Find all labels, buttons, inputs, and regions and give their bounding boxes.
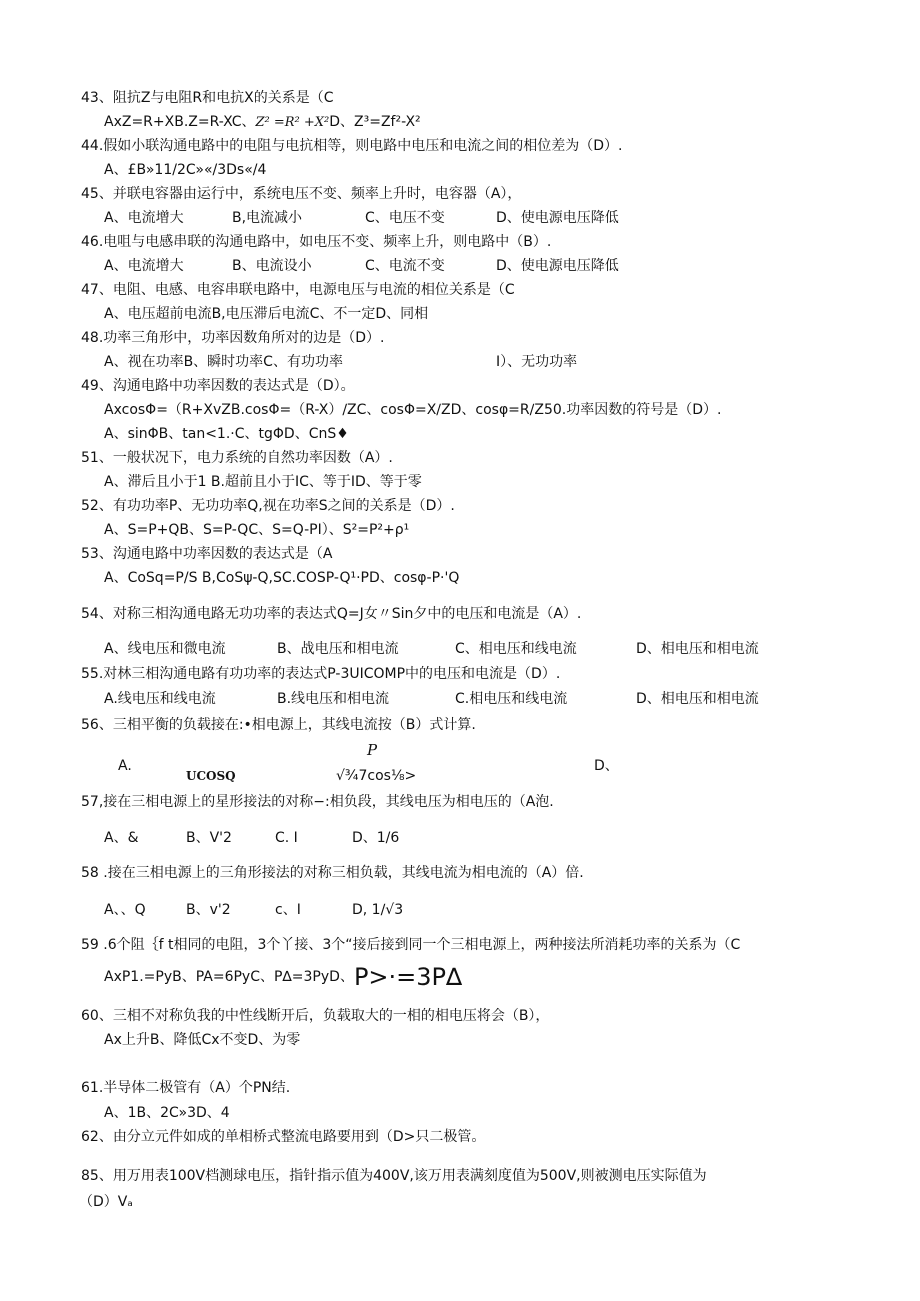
q56-option-a: A. [118,758,132,774]
q52-options: A、S=P+QB、S=P-QC、S=Q-PI）、S²=P²+ρ¹ [104,522,410,538]
q56-fraction-numerator: P [367,741,378,759]
q46-option-b: B、电流设小 [232,258,312,274]
q85-stem: 85、用万用表100V档测球电压，指针指示值为400V,该万用表满刻度值为500V,则被测电压实际值为 [81,1168,707,1184]
q45-option-c: C、电压不变 [365,210,445,226]
q57-option-a: A、& [104,830,139,846]
q43-formula-c: Z² =R² +X² [255,115,330,130]
q59-stem: 59 .6个阻｛f t相同的电阻，3个丫接、3个“接后接到同一个三相电源上，两种接法所消耗功率的关系为（C [81,937,741,953]
q49-options: AxcosΦ=（R+XvZB.cosΦ=（R-X）∕ZC、cosΦ=X∕ZD、cosφ=R∕Z50.功率因数的符号是（D）. [104,402,722,418]
q48-options-abc: A、视在功率B、瞬时功率C、有功功率 [104,354,343,370]
q55-option-b: B.线电压和相电流 [277,691,390,707]
q58-option-c: c、I [275,902,301,918]
q54-option-c: C、相电压和线电流 [455,641,577,657]
q57-stem: 57,接在三相电源上的星形接法的对称−:相负段，其线电压为相电压的（A泡. [81,794,554,810]
q54-option-b: B、战电压和相电流 [277,641,399,657]
q43-stem: 43、阻抗Z与电阻R和电抗X的关系是（C [81,90,334,106]
q47-stem: 47、电阻、电感、电容串联电路中，电源电压与电流的相位关系是（C [81,282,515,298]
q56-option-d: D、 [594,758,619,774]
q46-option-d: D、使电源电压降低 [496,258,619,274]
q58-stem: 58 .接在三相电源上的三角形接法的对称三相负载，其线电流为相电流的（A）倍. [81,865,584,881]
q43-options-a: AxZ=R+XB.Z=R-XC、 [104,114,256,130]
q46-stem: 46.电咀与电感串联的沟通电路中，如电压不变、频率上升，则电路中（B）. [81,234,552,250]
q61-options: A、1B、2C»3D、4 [104,1105,230,1121]
q53-stem: 53、沟通电路中功率因数的表达式是（A [81,546,333,562]
q43-options-d: D、Z³=Zf²-X² [329,114,421,130]
q56-formula-b: √¾7cos⅛> [336,768,417,784]
q51-stem: 51、一般状况下，电力系统的自然功率因数（A）. [81,450,393,466]
q44-stem: 44.假如小联沟通电路中的电阻与电抗相等，则电路中电压和电流之间的相位差为（D）. [81,138,623,154]
q57-option-c: C. I [275,830,298,846]
q56-formula-a: UCOSQ [186,769,236,783]
q59-options-text: AxP1.=PyB、PA=6PyC、P∆=3PyD、 [104,969,354,985]
q58-option-a: A、、Q [104,902,146,918]
q49-stem: 49、沟通电路中功率因数的表达式是（D）。 [81,378,355,394]
q50-options: A、sinΦB、tan<1.·C、tgΦD、CnS♦ [104,426,349,442]
q61-stem: 61.半导体二极管有（A）个PN结. [81,1080,291,1096]
q58-option-d: D, 1∕√3 [352,902,404,918]
q55-stem: 55.对林三相沟通电路有功功率的表达式P-3UICOMP中的电压和电流是（D）. [81,666,561,682]
q57-option-b: B、V'2 [186,830,232,846]
q45-stem: 45、并联电容器由运行中，系统电压不变、频率上升时，电容器（A）， [81,186,522,202]
q60-stem: 60、三相不对称负我的中性线断开后，负载取大的一相的相电压将会（B）， [81,1008,550,1024]
q47-options: A、电压超前电流B,电压滞后电流C、不一定D、同相 [104,306,429,322]
q59-options [104,963,462,991]
q57-option-d: D、1/6 [352,830,400,846]
q55-option-d: D、相电压和相电流 [636,691,759,707]
q46-option-a: A、电流增大 [104,258,184,274]
q46-option-c: C、电流不变 [365,258,445,274]
q62-stem: 62、由分立元件如成的单相桥式整流电路要用到（D>只二极管。 [81,1129,486,1145]
q52-stem: 52、有功功率P、无功功率Q,视在功率S之间的关系是（D）. [81,498,455,514]
q56-stem: 56、三相平衡的负载接在:•相电源上，其线电流按（B）式计算. [81,717,476,733]
q54-stem: 54、对称三相沟通电路无功功率的表达式Q=J女〃Sin夕中的电压和电流是（A）. [81,606,582,622]
q51-options: A、滞后且小于1 B.超前且小于IC、等于ID、等于零 [104,474,422,490]
q55-option-a: A.线电压和线电流 [104,691,216,707]
q54-option-d: D、相电压和相电流 [636,641,759,657]
q45-option-a: A、电流增大 [104,210,184,226]
q48-option-d: I）、无功功率 [496,354,578,370]
q43-options [104,113,421,132]
q45-option-b: B,电流减小 [232,210,303,226]
q85-answer: （D）Vₐ [79,1194,133,1210]
q55-option-c: C.相电压和线电流 [455,691,568,707]
q44-options: A、£B»11/2C»«/3Ds«/4 [104,162,267,178]
q48-stem: 48.功率三角形中，功率因数角所对的边是（D）. [81,330,385,346]
q45-option-d: D、使电源电压降低 [496,210,619,226]
q54-option-a: A、线电压和微电流 [104,641,226,657]
q53-options: A、CoSq=P/S B,CoSψ-Q,SC.COSP-Q¹·PD、cosφ-P·'Q [104,570,460,586]
q59-option-d-big: P>·=3P∆ [353,963,463,991]
q60-options: Ax上升B、降低Cx不变D、为零 [104,1032,301,1048]
q58-option-b: B、v'2 [186,902,231,918]
